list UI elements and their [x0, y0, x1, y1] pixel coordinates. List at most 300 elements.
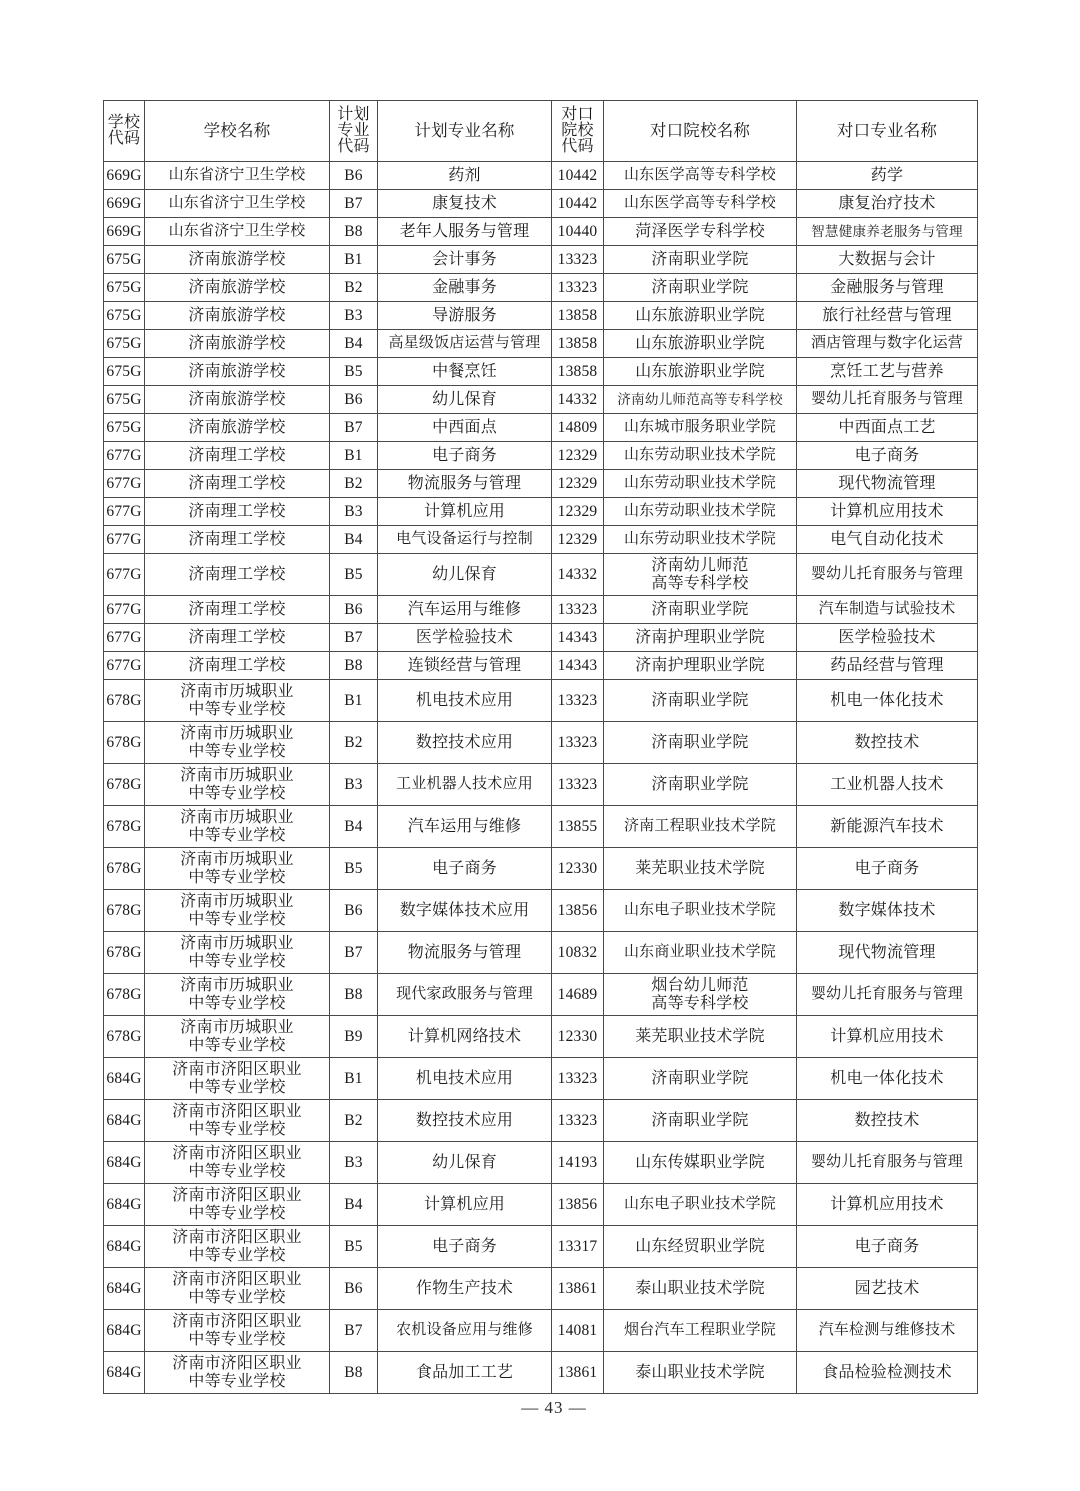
cell-inst-name [604, 1100, 797, 1142]
cell-plan-major-name: 老年人服务与管理 [378, 218, 552, 246]
cell-inst-code: 14332 [552, 554, 604, 596]
cell-inst-major-name: 旅行社经营与管理 [797, 302, 978, 330]
cell-line: 中等专业学校 [188, 910, 286, 928]
cell-school-code: 675G [104, 414, 145, 442]
cell-inst-code: 12330 [552, 848, 604, 890]
cell-plan-major-name: 机电技术应用 [378, 680, 552, 722]
cell-plan-major-name: 中西面点 [378, 414, 552, 442]
cell-plan-major-name: 计算机应用 [378, 1184, 552, 1226]
cell-line: 中等专业学校 [188, 994, 286, 1012]
cell-school-code: 678G [104, 806, 145, 848]
cell-plan-major-name: 电气设备运行与控制 [378, 526, 552, 554]
cell-line: 中等专业学校 [188, 742, 286, 760]
cell-inst-major-name: 大数据与会计 [797, 246, 978, 274]
cell-inst-code: 12329 [552, 470, 604, 498]
table-row [104, 190, 978, 218]
cell-line: 中等专业学校 [188, 1036, 286, 1054]
cell-inst-code: 14081 [552, 1310, 604, 1352]
cell-school-name [145, 1310, 330, 1352]
cell-plan-major-code: B8 [330, 218, 378, 246]
table-row [104, 442, 978, 470]
cell-plan-major-code: B6 [330, 1268, 378, 1310]
cell-school-code: 677G [104, 442, 145, 470]
cell-plan-major-code: B5 [330, 848, 378, 890]
cell-plan-major-name: 现代家政服务与管理 [378, 974, 552, 1016]
cell-school-code: 678G [104, 848, 145, 890]
table-row [104, 1142, 978, 1184]
cell-line: 济南旅游学校 [188, 306, 286, 324]
table-row [104, 526, 978, 554]
cell-plan-major-code: B3 [330, 302, 378, 330]
cell-plan-major-name: 导游服务 [378, 302, 552, 330]
cell-plan-major-name: 工业机器人技术应用 [378, 764, 552, 806]
header-line: 代码 [561, 138, 594, 156]
cell-plan-major-code: B3 [330, 764, 378, 806]
cell-inst-name [604, 1268, 797, 1310]
cell-inst-major-name: 婴幼儿托育服务与管理 [797, 974, 978, 1016]
cell-inst-name [604, 1352, 797, 1394]
cell-plan-major-code: B2 [330, 470, 378, 498]
cell-school-name [145, 414, 330, 442]
cell-school-code: 669G [104, 190, 145, 218]
cell-school-name [145, 680, 330, 722]
cell-inst-name [604, 680, 797, 722]
cell-plan-major-code: B5 [330, 554, 378, 596]
cell-line: 济南市济阳区职业 [172, 1102, 302, 1120]
cell-line: 济南幼儿师范 [651, 556, 749, 574]
cell-plan-major-name: 数控技术应用 [378, 722, 552, 764]
cell-line: 山东省济宁卫生学校 [168, 167, 306, 184]
cell-inst-major-name: 智慧健康养老服务与管理 [797, 218, 978, 246]
cell-plan-major-name: 会计事务 [378, 246, 552, 274]
table-row [104, 652, 978, 680]
cell-line: 莱芜职业技术学院 [635, 859, 765, 877]
table-row [104, 470, 978, 498]
table-row [104, 498, 978, 526]
cell-inst-major-name: 机电一体化技术 [797, 1058, 978, 1100]
cell-plan-major-name: 食品加工工艺 [378, 1352, 552, 1394]
cell-inst-code: 14343 [552, 624, 604, 652]
cell-inst-code: 13856 [552, 1184, 604, 1226]
cell-plan-major-name: 康复技术 [378, 190, 552, 218]
table-row [104, 330, 978, 358]
cell-inst-name [604, 554, 797, 596]
cell-plan-major-code: B7 [330, 414, 378, 442]
cell-inst-name [604, 162, 797, 190]
table-row [104, 974, 978, 1016]
cell-school-name [145, 218, 330, 246]
cell-plan-major-name: 物流服务与管理 [378, 932, 552, 974]
cell-school-name [145, 1058, 330, 1100]
cell-line: 山东经贸职业学院 [635, 1237, 765, 1255]
cell-line: 济南护理职业学院 [635, 656, 765, 674]
cell-inst-name [604, 442, 797, 470]
cell-school-name [145, 890, 330, 932]
cell-line: 山东旅游职业学院 [635, 362, 765, 380]
cell-line: 中等专业学校 [188, 784, 286, 802]
cell-line: 济南市历城职业 [180, 682, 294, 700]
cell-school-name [145, 806, 330, 848]
cell-school-name [145, 386, 330, 414]
header-line: 对口 [561, 105, 594, 123]
cell-school-code: 675G [104, 302, 145, 330]
cell-plan-major-code: B2 [330, 274, 378, 302]
cell-plan-major-code: B5 [330, 358, 378, 386]
cell-school-code: 677G [104, 470, 145, 498]
cell-inst-code: 13855 [552, 806, 604, 848]
cell-inst-major-name: 婴幼儿托育服务与管理 [797, 554, 978, 596]
cell-plan-major-code: B6 [330, 596, 378, 624]
cell-plan-major-code: B7 [330, 190, 378, 218]
header-line: 代码 [337, 138, 370, 156]
cell-inst-code: 13323 [552, 274, 604, 302]
table-row [104, 1016, 978, 1058]
cell-inst-name [604, 330, 797, 358]
table-row [104, 890, 978, 932]
cell-inst-major-name: 计算机应用技术 [797, 498, 978, 526]
cell-school-code: 677G [104, 652, 145, 680]
cell-inst-name [604, 1310, 797, 1352]
cell-inst-major-name: 中西面点工艺 [797, 414, 978, 442]
cell-plan-major-code: B8 [330, 974, 378, 1016]
column-header-inst-name [604, 101, 797, 162]
cell-plan-major-name: 数字媒体技术应用 [378, 890, 552, 932]
table-row [104, 386, 978, 414]
cell-school-name [145, 974, 330, 1016]
cell-inst-major-name: 婴幼儿托育服务与管理 [797, 1142, 978, 1184]
header-line: 计划专业名称 [414, 120, 515, 140]
cell-line: 济南职业学院 [651, 250, 749, 268]
column-header-plan-major-code [330, 101, 378, 162]
cell-line: 济南市历城职业 [180, 766, 294, 784]
cell-line: 济南理工学校 [188, 656, 286, 674]
cell-school-name [145, 1226, 330, 1268]
cell-line: 中等专业学校 [188, 1120, 286, 1138]
cell-plan-major-code: B6 [330, 386, 378, 414]
cell-inst-code: 14809 [552, 414, 604, 442]
cell-line: 济南市济阳区职业 [172, 1186, 302, 1204]
table-row [104, 1352, 978, 1394]
table-row [104, 554, 978, 596]
cell-line: 山东传媒职业学院 [635, 1153, 765, 1171]
cell-line: 中等专业学校 [188, 868, 286, 886]
cell-line: 山东医学高等专科学校 [623, 167, 776, 184]
cell-school-code: 669G [104, 218, 145, 246]
cell-line: 莱芜职业技术学院 [635, 1027, 765, 1045]
cell-school-name [145, 442, 330, 470]
cell-inst-major-name: 烹饪工艺与营养 [797, 358, 978, 386]
cell-school-code: 684G [104, 1352, 145, 1394]
cell-line: 济南市历城职业 [180, 808, 294, 826]
table-row [104, 162, 978, 190]
cell-school-name [145, 1100, 330, 1142]
table-row [104, 1226, 978, 1268]
cell-plan-major-name: 计算机网络技术 [378, 1016, 552, 1058]
cell-inst-name [604, 498, 797, 526]
cell-inst-name [604, 1016, 797, 1058]
cell-line: 中等专业学校 [188, 1204, 286, 1222]
cell-school-code: 678G [104, 890, 145, 932]
cell-school-name [145, 1268, 330, 1310]
cell-plan-major-code: B4 [330, 330, 378, 358]
cell-inst-name [604, 1058, 797, 1100]
header-line: 学校 [107, 113, 141, 131]
cell-inst-major-name: 机电一体化技术 [797, 680, 978, 722]
cell-inst-name [604, 190, 797, 218]
header-line: 专业 [337, 121, 370, 139]
cell-plan-major-name: 高星级饭店运营与管理 [378, 330, 552, 358]
cell-inst-code: 10442 [552, 190, 604, 218]
cell-line: 济南旅游学校 [188, 362, 286, 380]
cell-school-code: 684G [104, 1058, 145, 1100]
cell-inst-major-name: 现代物流管理 [797, 470, 978, 498]
cell-inst-code: 13323 [552, 1100, 604, 1142]
cell-school-name [145, 498, 330, 526]
cell-plan-major-code: B4 [330, 526, 378, 554]
cell-plan-major-name: 计算机应用 [378, 498, 552, 526]
cell-inst-major-name: 计算机应用技术 [797, 1184, 978, 1226]
cell-school-code: 684G [104, 1226, 145, 1268]
cell-inst-major-name: 新能源汽车技术 [797, 806, 978, 848]
cell-plan-major-name: 汽车运用与维修 [378, 596, 552, 624]
cell-school-code: 675G [104, 274, 145, 302]
cell-inst-major-name: 园艺技术 [797, 1268, 978, 1310]
cell-plan-major-name: 医学检验技术 [378, 624, 552, 652]
cell-inst-name [604, 652, 797, 680]
cell-line: 中等专业学校 [188, 1162, 286, 1180]
cell-line: 济南市济阳区职业 [172, 1354, 302, 1372]
cell-school-code: 675G [104, 386, 145, 414]
cell-school-name [145, 1142, 330, 1184]
cell-line: 山东旅游职业学院 [635, 306, 765, 324]
table-row [104, 624, 978, 652]
cell-plan-major-name: 金融事务 [378, 274, 552, 302]
cell-inst-code: 14332 [552, 386, 604, 414]
table-row [104, 932, 978, 974]
cell-plan-major-name: 药剂 [378, 162, 552, 190]
cell-school-code: 677G [104, 624, 145, 652]
cell-plan-major-name: 电子商务 [378, 848, 552, 890]
cell-line: 济南市历城职业 [180, 892, 294, 910]
cell-line: 山东旅游职业学院 [635, 334, 765, 352]
cell-line: 济南职业学院 [651, 691, 749, 709]
cell-inst-name [604, 470, 797, 498]
cell-line: 山东劳动职业技术学院 [623, 503, 776, 520]
cell-line: 济南市历城职业 [180, 1018, 294, 1036]
cell-plan-major-name: 物流服务与管理 [378, 470, 552, 498]
table-row [104, 218, 978, 246]
cell-school-name [145, 330, 330, 358]
cell-line: 济南市济阳区职业 [172, 1228, 302, 1246]
cell-plan-major-name: 数控技术应用 [378, 1100, 552, 1142]
cell-line: 济南理工学校 [188, 530, 286, 548]
cell-inst-name [604, 848, 797, 890]
cell-school-name [145, 246, 330, 274]
cell-line: 济南市济阳区职业 [172, 1060, 302, 1078]
cell-plan-major-code: B7 [330, 624, 378, 652]
cell-school-code: 675G [104, 358, 145, 386]
cell-inst-major-name: 工业机器人技术 [797, 764, 978, 806]
cell-plan-major-code: B2 [330, 1100, 378, 1142]
cell-line: 济南旅游学校 [188, 334, 286, 352]
cell-school-name [145, 274, 330, 302]
header-line: 对口专业名称 [836, 120, 938, 140]
cell-line: 山东劳动职业技术学院 [623, 531, 776, 548]
table-row [104, 680, 978, 722]
cell-inst-name [604, 1184, 797, 1226]
cell-line: 济南理工学校 [188, 628, 286, 646]
cell-line: 济南市济阳区职业 [172, 1270, 302, 1288]
cell-school-code: 684G [104, 1100, 145, 1142]
cell-line: 高等专科学校 [651, 994, 749, 1012]
cell-plan-major-code: B8 [330, 1352, 378, 1394]
cell-line: 中等专业学校 [188, 1078, 286, 1096]
cell-inst-code: 14689 [552, 974, 604, 1016]
cell-inst-major-name: 数控技术 [797, 1100, 978, 1142]
table-row [104, 1058, 978, 1100]
cell-inst-major-name: 现代物流管理 [797, 932, 978, 974]
cell-plan-major-code: B1 [330, 442, 378, 470]
cell-plan-major-name: 作物生产技术 [378, 1268, 552, 1310]
cell-school-name [145, 554, 330, 596]
cell-plan-major-code: B1 [330, 246, 378, 274]
cell-plan-major-name: 机电技术应用 [378, 1058, 552, 1100]
cell-inst-major-name: 康复治疗技术 [797, 190, 978, 218]
cell-plan-major-name: 汽车运用与维修 [378, 806, 552, 848]
cell-inst-code: 13861 [552, 1268, 604, 1310]
header-line: 代码 [107, 130, 141, 147]
plan-table-container [103, 100, 977, 1394]
header-line: 院校 [561, 121, 594, 139]
cell-inst-code: 14343 [552, 652, 604, 680]
cell-inst-code: 13858 [552, 330, 604, 358]
cell-line: 济南工程职业技术学院 [623, 818, 776, 835]
table-row [104, 414, 978, 442]
cell-plan-major-code: B1 [330, 680, 378, 722]
cell-school-code: 678G [104, 932, 145, 974]
cell-line: 济南旅游学校 [188, 418, 286, 436]
cell-inst-major-name: 电子商务 [797, 442, 978, 470]
cell-inst-major-name: 电子商务 [797, 848, 978, 890]
cell-line: 泰山职业技术学院 [635, 1363, 765, 1381]
cell-plan-major-name: 幼儿保育 [378, 386, 552, 414]
cell-inst-name [604, 1226, 797, 1268]
page-number: — 43 — [521, 1398, 587, 1417]
cell-school-code: 678G [104, 722, 145, 764]
cell-line: 济南旅游学校 [188, 250, 286, 268]
cell-line: 济南理工学校 [188, 600, 286, 618]
cell-school-name [145, 848, 330, 890]
cell-line: 济南职业学院 [651, 1111, 749, 1129]
cell-line: 济南理工学校 [188, 446, 286, 464]
cell-plan-major-code: B2 [330, 722, 378, 764]
cell-line: 泰山职业技术学院 [635, 1279, 765, 1297]
cell-inst-major-name: 婴幼儿托育服务与管理 [797, 386, 978, 414]
table-row [104, 274, 978, 302]
cell-school-code: 678G [104, 1016, 145, 1058]
cell-school-code: 669G [104, 162, 145, 190]
cell-plan-major-name: 连锁经营与管理 [378, 652, 552, 680]
cell-school-code: 677G [104, 596, 145, 624]
header-line: 计划 [337, 105, 370, 123]
cell-inst-name [604, 302, 797, 330]
table-row [104, 848, 978, 890]
cell-inst-code: 14193 [552, 1142, 604, 1184]
cell-inst-name [604, 1142, 797, 1184]
cell-inst-name [604, 274, 797, 302]
cell-school-code: 684G [104, 1142, 145, 1184]
table-row [104, 1184, 978, 1226]
table-row [104, 806, 978, 848]
cell-line: 烟台幼儿师范 [651, 976, 749, 994]
cell-school-code: 675G [104, 330, 145, 358]
cell-inst-code: 10832 [552, 932, 604, 974]
cell-line: 山东医学高等专科学校 [623, 195, 776, 212]
table-row [104, 1100, 978, 1142]
cell-plan-major-code: B6 [330, 890, 378, 932]
cell-inst-name [604, 722, 797, 764]
cell-school-name [145, 190, 330, 218]
cell-school-code: 677G [104, 498, 145, 526]
cell-line: 济南职业学院 [651, 278, 749, 296]
table-row [104, 358, 978, 386]
cell-inst-name [604, 624, 797, 652]
cell-inst-major-name: 计算机应用技术 [797, 1016, 978, 1058]
column-header-inst-major-name [797, 101, 978, 162]
cell-line: 济南市济阳区职业 [172, 1144, 302, 1162]
cell-inst-name [604, 764, 797, 806]
cell-school-name [145, 932, 330, 974]
cell-plan-major-code: B3 [330, 1142, 378, 1184]
cell-school-code: 678G [104, 974, 145, 1016]
cell-line: 济南旅游学校 [188, 278, 286, 296]
cell-inst-name [604, 596, 797, 624]
table-row [104, 302, 978, 330]
cell-school-name [145, 624, 330, 652]
cell-inst-name [604, 358, 797, 386]
cell-school-name [145, 526, 330, 554]
table-row [104, 722, 978, 764]
cell-inst-name [604, 526, 797, 554]
cell-inst-name [604, 806, 797, 848]
column-header-school-name [145, 101, 330, 162]
table-row [104, 764, 978, 806]
admission-plan-table [103, 100, 978, 1394]
cell-plan-major-name: 中餐烹饪 [378, 358, 552, 386]
table-row [104, 1268, 978, 1310]
column-header-school-code [104, 101, 145, 162]
cell-school-name [145, 358, 330, 386]
cell-inst-code: 10440 [552, 218, 604, 246]
cell-inst-name [604, 932, 797, 974]
cell-inst-code: 12330 [552, 1016, 604, 1058]
cell-line: 济南市历城职业 [180, 724, 294, 742]
cell-inst-major-name: 电子商务 [797, 1226, 978, 1268]
cell-line: 中等专业学校 [188, 952, 286, 970]
table-row [104, 596, 978, 624]
cell-line: 菏泽医学专科学校 [635, 222, 765, 240]
cell-line: 山东商业职业技术学院 [623, 944, 776, 961]
cell-plan-major-code: B9 [330, 1016, 378, 1058]
table-header-row [104, 101, 978, 162]
cell-school-name [145, 764, 330, 806]
cell-inst-code: 12329 [552, 526, 604, 554]
column-header-plan-major-name [378, 101, 552, 162]
cell-school-code: 678G [104, 764, 145, 806]
cell-inst-code: 13323 [552, 764, 604, 806]
cell-inst-major-name: 金融服务与管理 [797, 274, 978, 302]
cell-plan-major-code: B7 [330, 1310, 378, 1352]
